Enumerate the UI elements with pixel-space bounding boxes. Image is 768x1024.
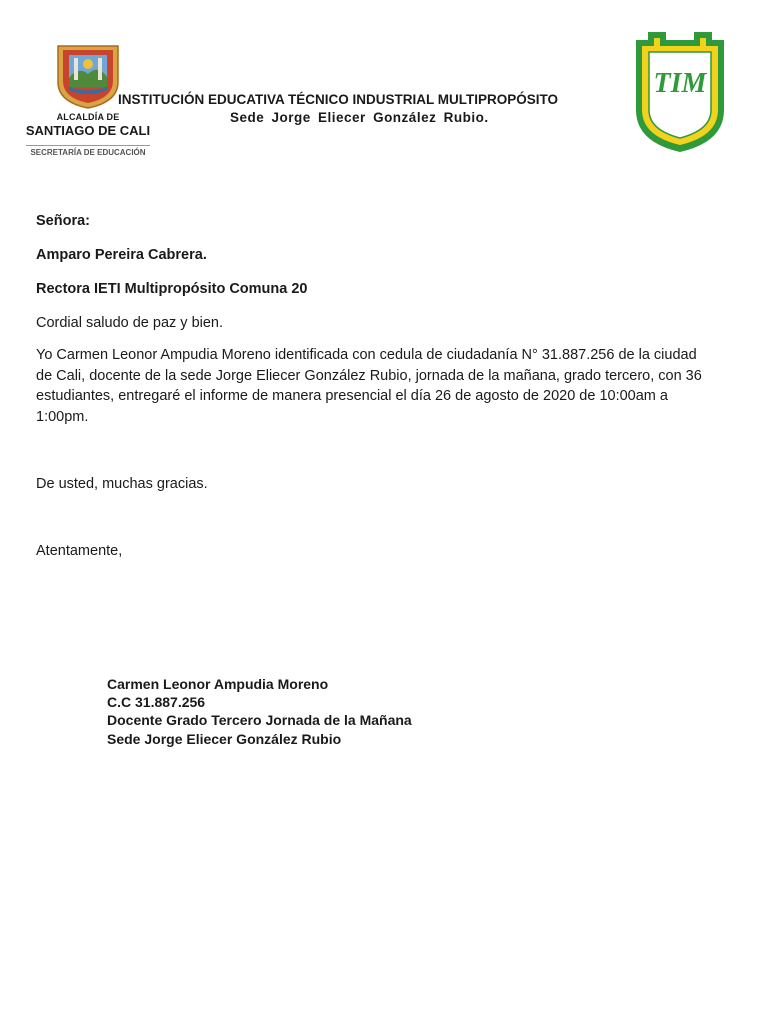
recipient-name: Amparo Pereira Cabrera. (36, 247, 207, 263)
letter-body: Yo Carmen Leonor Ampudia Moreno identificada con cedula de ciudadanía N° 31.887.256 de la ciudad de Cali, docente de la sede Jorge Eliecer González Rubio, jornada de la mañana, grado tercero, con 36 estudiantes, entregaré el informe de manera presencial el día 26 de agosto de 2020 de 10:00am a 1:00pm. (36, 347, 702, 425)
greeting: Cordial saludo de paz y bien. (36, 315, 224, 331)
logo-line-santiago: SANTIAGO DE CALI (25, 123, 151, 138)
signer-id: C.C 31.887.256 (107, 694, 206, 711)
signer-name: Carmen Leonor Ampudia Moreno (107, 676, 329, 692)
letterhead (0, 0, 768, 170)
institution-title: INSTITUCIÓN EDUCATIVA TÉCNICO INDUSTRIAL MULTIPROPÓSITO (118, 92, 559, 107)
tim-crest-logo (632, 30, 728, 154)
thanks-line: De usted, muchas gracias. (36, 476, 208, 492)
logo-line-alcaldia: ALCALDÍA DE (56, 112, 120, 122)
signer-role: Docente Grado Tercero Jornada de la Mañana (107, 712, 412, 729)
logo-line-secretaria: SECRETARÍA DE EDUCACIÓN (26, 145, 150, 157)
crest-initials: TIM (653, 68, 707, 99)
signature-block (107, 675, 412, 748)
recipient-title: Rectora IETI Multipropósito Comuna 20 (36, 281, 308, 297)
closing-line: Atentamente, (36, 543, 123, 559)
salutation: Señora: (36, 213, 90, 229)
tim-crest-icon (632, 30, 728, 154)
campus-title: Sede Jorge Eliecer González Rubio. (230, 110, 489, 125)
cali-shield-icon (52, 44, 124, 110)
signer-campus: Sede Jorge Eliecer González Rubio (107, 730, 342, 747)
